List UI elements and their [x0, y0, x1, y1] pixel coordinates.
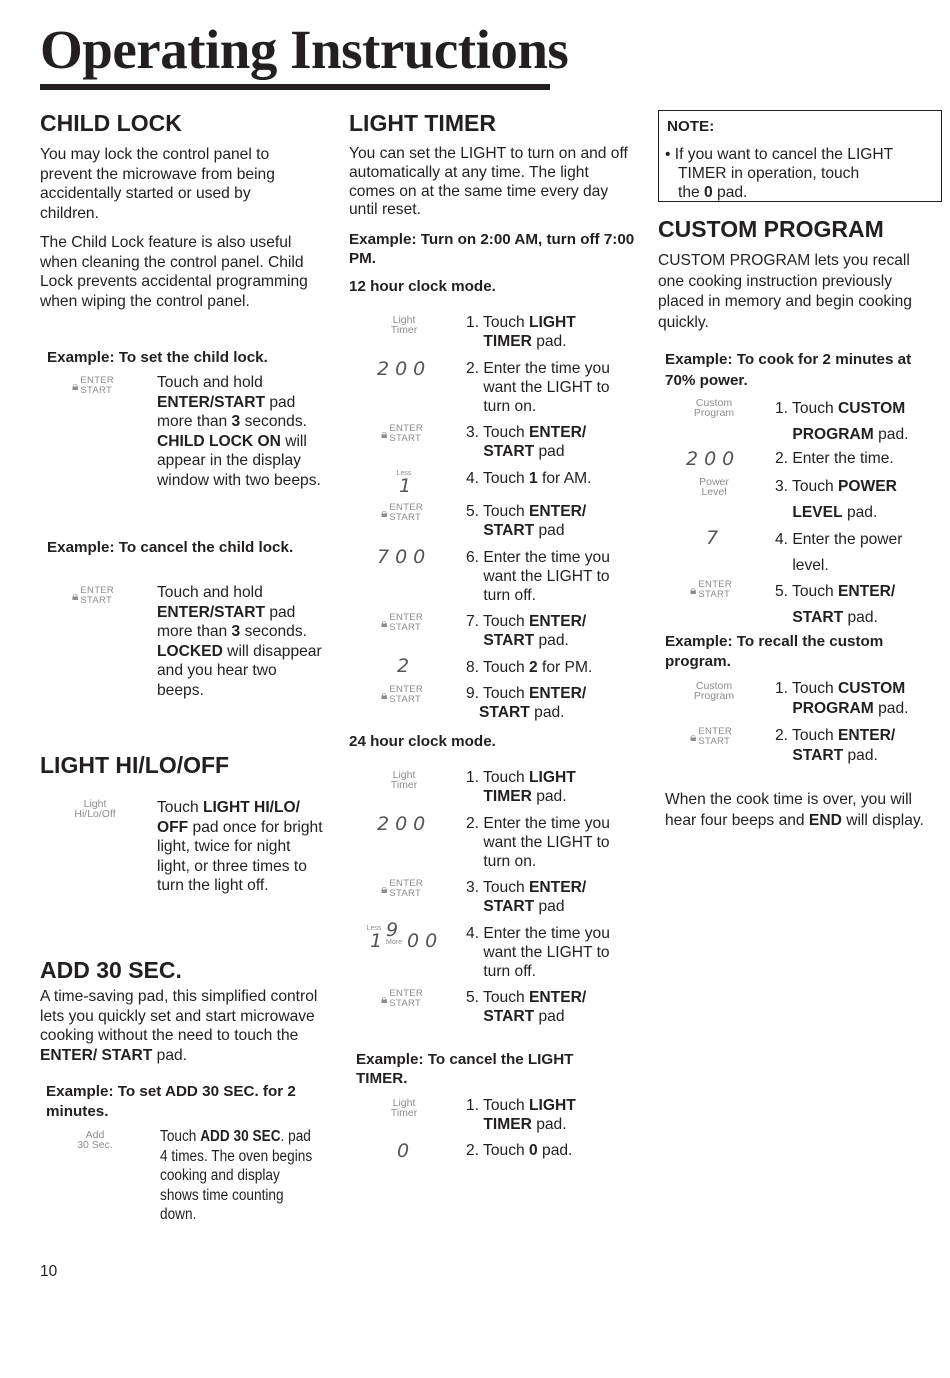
page-title: Operating Instructions: [40, 19, 569, 80]
lock-icon: 🔒︎: [690, 729, 697, 744]
enter-start-pad: 🔒︎ ENTER START: [690, 579, 733, 600]
lt24-step5: 5. Touch ENTER/ START pad: [466, 989, 587, 1025]
less-label: Less: [396, 470, 412, 477]
lock-icon: 🔒︎: [381, 615, 388, 630]
lock-icon: 🔒︎: [690, 582, 697, 597]
light-hilo-step: Touch LIGHT HI/LO/ OFF pad once for bright light, twice for night light, or three times to turn the light off.: [157, 799, 323, 895]
cp-step1: 1. Touch CUSTOM PROGRAM pad.: [775, 400, 909, 443]
lt12-step8: 8. Touch 2 for PM.: [466, 659, 593, 676]
ltc-step2: 2. Touch 0 pad.: [466, 1142, 573, 1159]
less-label: Less: [366, 925, 382, 932]
child-lock-cancel-step: Touch and hold ENTER/START pad more than 3 seconds. LOCKED will disappear and you hear two beeps.: [157, 584, 322, 699]
lt12-step7: 7. Touch ENTER/ START pad.: [466, 613, 587, 649]
display-200: 200: [377, 358, 432, 380]
add30-para: A time-saving pad, this simplified control lets you quickly set and start microwave cooking without the need to touch the ENTER/ START pad.: [40, 988, 318, 1064]
lock-icon: 🔒︎: [72, 378, 79, 393]
light-timer-pad: Light Timer: [390, 1097, 418, 1119]
lt24-step1: 1. Touch LIGHT TIMER pad.: [466, 769, 576, 805]
display-0: 0: [397, 1140, 416, 1162]
custom-program-example2-title: Example: To recall the custom program.: [665, 633, 884, 670]
custom-program-pad: Custom Program: [693, 680, 735, 702]
note-text: • If you want to cancel the LIGHT TIMER in operation, touch the 0 pad.: [665, 146, 894, 201]
light-timer-pad: Light Timer: [390, 769, 418, 791]
lt12-step9: 9. Touch ENTER/ START pad.: [466, 685, 587, 721]
custom-program-heading: CUSTOM PROGRAM: [658, 216, 884, 242]
power-level-pad: Power Level: [699, 476, 729, 498]
more-label: More: [386, 939, 402, 946]
display-700: 700: [377, 546, 432, 568]
display-7: 7: [706, 527, 725, 549]
lt12-step2: 2. Enter the time you want the LIGHT to turn on.: [466, 360, 610, 415]
cpr-step1: 1. Touch CUSTOM PROGRAM pad.: [775, 680, 909, 717]
lt24-step2: 2. Enter the time you want the LIGHT to turn on.: [466, 815, 610, 870]
cpr-step2: 2. Touch ENTER/ START pad.: [775, 727, 896, 764]
child-lock-para1: You may lock the control panel to prevent the microwave from being accidentally started or used by children.: [40, 146, 275, 222]
enter-start-pad: 🔒︎ ENTER START: [381, 988, 424, 1009]
note-box: [658, 110, 942, 202]
custom-program-example1-title: Example: To cook for 2 minutes at 70% power.: [665, 351, 912, 389]
light-timer-cancel-title: Example: To cancel the LIGHT TIMER.: [356, 1051, 574, 1087]
lock-icon: 🔒︎: [381, 991, 388, 1006]
cp-step3: 3. Touch POWER LEVEL pad.: [775, 478, 897, 521]
add30-step: Touch ADD 30 SEC. pad 4 times. The oven begins cooking and display shows time counting down.: [160, 1128, 313, 1224]
enter-start-pad: 🔒︎ ENTER START: [381, 423, 424, 444]
lock-icon: 🔒︎: [381, 881, 388, 896]
lt12-step4: 4. Touch 1 for AM.: [466, 470, 592, 487]
enter-start-pad: 🔒︎ ENTER START: [381, 878, 424, 899]
display-00: 00: [407, 930, 444, 952]
child-lock-example1-title: Example: To set the child lock.: [47, 349, 268, 366]
child-lock-example2-title: Example: To cancel the child lock.: [47, 539, 294, 556]
custom-program-para: CUSTOM PROGRAM lets you recall one cooking instruction previously placed in memory and begin cooking quickly.: [658, 252, 912, 331]
enter-start-pad: 🔒︎ ENTER START: [72, 585, 115, 606]
light-hilo-pad: Light Hi/Lo/Off: [74, 798, 116, 820]
cp-step2: 2. Enter the time.: [775, 450, 894, 467]
add30-pad: Add 30 Sec.: [77, 1129, 113, 1151]
light-timer-para: You can set the LIGHT to turn on and off automatically at any time. The light comes on at the same time every day until reset.: [349, 145, 628, 219]
lt12-step1: 1. Touch LIGHT TIMER pad.: [466, 314, 576, 350]
add30-heading: ADD 30 SEC.: [40, 957, 182, 983]
mode-12-label: 12 hour clock mode.: [349, 278, 496, 295]
light-timer-pad: Light Timer: [390, 314, 418, 336]
light-timer-heading: LIGHT TIMER: [349, 110, 496, 136]
lt12-step6: 6. Enter the time you want the LIGHT to turn off.: [466, 549, 610, 604]
display-2: 2: [397, 655, 416, 677]
light-hilo-heading: LIGHT HI/LO/OFF: [40, 752, 230, 778]
page-number: 10: [40, 1263, 58, 1280]
lock-icon: 🔒︎: [72, 588, 79, 603]
note-label: NOTE:: [667, 118, 715, 135]
cp-step5: 5. Touch ENTER/ START pad.: [775, 583, 896, 626]
lt24-step3: 3. Touch ENTER/ START pad: [466, 879, 587, 915]
child-lock-para2: The Child Lock feature is also useful when cleaning the control panel. Child Lock prevents accidental programming when wiping the control panel.: [40, 234, 308, 310]
add30-example-title: Example: To set ADD 30 SEC. for 2 minutes.: [46, 1083, 296, 1120]
custom-program-pad: Custom Program: [693, 397, 735, 419]
ltc-step1: 1. Touch LIGHT TIMER pad.: [466, 1097, 576, 1133]
enter-start-pad: 🔒︎ ENTER START: [381, 612, 424, 633]
display-9: 9: [386, 919, 405, 941]
enter-start-pad: 🔒︎ ENTER START: [381, 684, 424, 705]
lock-icon: 🔒︎: [381, 426, 388, 441]
child-lock-set-step: Touch and hold ENTER/START pad more than 3 seconds. CHILD LOCK ON will appear in the display window with two beeps.: [157, 374, 321, 489]
display-1: 1: [399, 475, 418, 497]
enter-start-pad: 🔒︎ ENTER START: [381, 502, 424, 523]
lock-icon: 🔒︎: [381, 687, 388, 702]
cp-step4: 4. Enter the power level.: [775, 531, 903, 574]
display-1: 1: [370, 930, 389, 952]
lt24-step4: 4. Enter the time you want the LIGHT to turn off.: [466, 925, 610, 980]
mode-24-label: 24 hour clock mode.: [349, 733, 496, 750]
child-lock-heading: CHILD LOCK: [40, 110, 182, 136]
custom-program-closing: When the cook time is over, you will hear four beeps and END will display.: [665, 791, 924, 829]
enter-start-pad: 🔒︎ ENTER START: [72, 375, 115, 396]
enter-start-pad: 🔒︎ ENTER START: [690, 726, 733, 747]
display-200: 200: [686, 448, 741, 470]
lt12-step5: 5. Touch ENTER/ START pad: [466, 503, 587, 539]
title-rule: [40, 84, 550, 90]
lock-icon: 🔒︎: [381, 505, 388, 520]
lt12-step3: 3. Touch ENTER/ START pad: [466, 424, 587, 460]
display-200: 200: [377, 813, 432, 835]
light-timer-example-title: Example: Turn on 2:00 AM, turn off 7:00 PM.: [349, 231, 635, 267]
